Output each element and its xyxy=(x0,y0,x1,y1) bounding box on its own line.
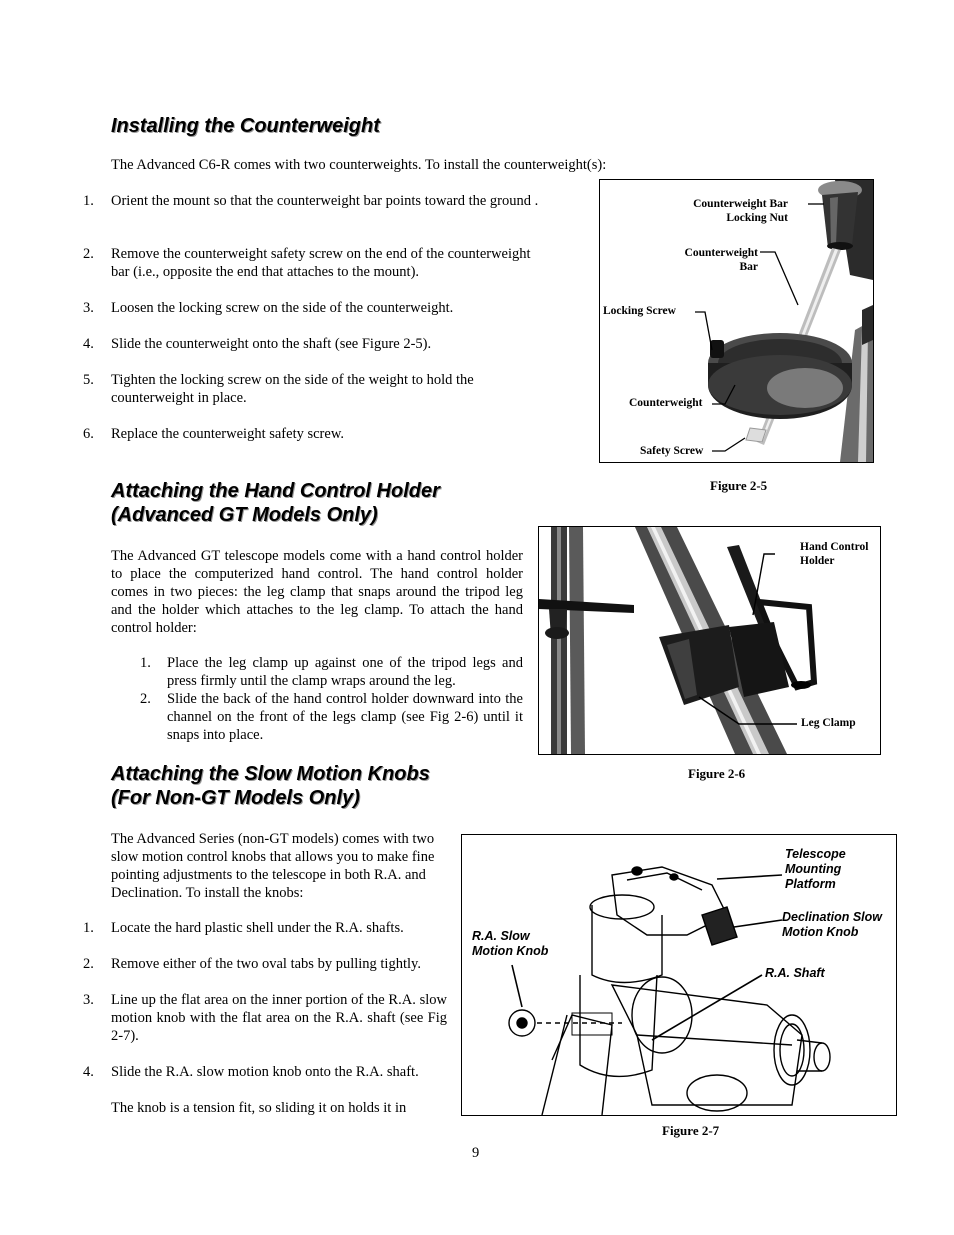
label-declination-slow-motion-knob: Declination Slow Motion Knob xyxy=(782,910,883,939)
step-text: Remove either of the two oval tabs by pulling tightly. xyxy=(111,956,421,972)
section-heading-slow-motion-knobs: Attaching the Slow Motion Knobs (For Non-GT Models Only) xyxy=(111,763,430,809)
step-number: 5. xyxy=(83,372,94,388)
figure-caption: Figure 2-7 xyxy=(662,1123,720,1138)
step-text: Orient the mount so that the counterweight bar points toward the ground . xyxy=(111,193,539,209)
figure-caption: Figure 2-5 xyxy=(710,478,768,493)
step-number: 3. xyxy=(83,300,94,316)
figure-caption: Figure 2-6 xyxy=(688,766,746,781)
page-number: 9 xyxy=(472,1145,480,1161)
step-text: Remove the counterweight safety screw on the end of the counterweight bar (i.e., opposite the end that attaches to the mount). xyxy=(111,246,531,280)
step-text: Replace the counterweight safety screw. xyxy=(111,426,344,442)
step-number: 2. xyxy=(83,956,94,972)
step-text: Loosen the locking screw on the side of the counterweight. xyxy=(111,300,454,316)
step-text: Slide the counterweight onto the shaft (see Figure 2-5). xyxy=(111,336,432,352)
step-number: 1. xyxy=(83,193,94,209)
step-text: Locate the hard plastic shell under the R.A. shafts. xyxy=(111,920,404,936)
label-telescope-mounting-platform: Telescope Mounting Platform xyxy=(785,847,846,891)
label-hand-control-holder: Hand Control Holder xyxy=(800,541,869,567)
step-number: 1. xyxy=(140,655,151,671)
step-text: Slide the back of the hand control holder downward into the channel on the front of the legs clamp (see Fig 2-6) until it snaps into place. xyxy=(167,691,523,743)
label-safety-screw: Safety Screw xyxy=(640,445,704,457)
figure-2-5-counterweight-photo xyxy=(599,179,874,463)
label-ra-slow-motion-knob: R.A. Slow Motion Knob xyxy=(472,929,549,958)
step-number: 2. xyxy=(83,246,94,262)
step-text: Tighten the locking screw on the side of the weight to hold the counterweight in place. xyxy=(111,372,474,406)
slow-motion-body: The Advanced Series (non-GT models) comes with two slow motion control knobs that allows you to make fine pointing adjustments to the telescope in both R.A. and Declination. To install the knobs: xyxy=(111,831,435,901)
step-number: 1. xyxy=(83,920,94,936)
step-number: 4. xyxy=(83,336,94,352)
step-number: 2. xyxy=(140,691,151,707)
label-counterweight-bar: Counterweight Bar xyxy=(684,247,758,273)
section-heading-counterweight: Installing the Counterweight xyxy=(111,115,380,137)
figure-2-6-hand-control-photo xyxy=(538,526,881,755)
step-text: Place the leg clamp up against one of the tripod legs and press firmly until the clamp wraps around the leg. xyxy=(167,655,523,689)
label-locking-screw: Locking Screw xyxy=(603,305,676,317)
step-number: 6. xyxy=(83,426,94,442)
slow-motion-continuation: The knob is a tension fit, so sliding it on holds it in xyxy=(111,1100,407,1116)
section-heading-hand-control-holder: Attaching the Hand Control Holder (Advanced GT Models Only) xyxy=(111,480,440,526)
label-locking-nut: Counterweight Bar Locking Nut xyxy=(693,198,788,224)
counterweight-intro: The Advanced C6-R comes with two counterweights. To install the counterweight(s): xyxy=(111,157,607,173)
figure-2-7-slow-motion-knob-drawing xyxy=(461,834,897,1116)
hand-control-body: The Advanced GT telescope models come with a hand control holder to place the computerized hand control. The hand control holder comes in two pieces: the leg clamp that snaps around the tripod leg and the holder which attaches to the leg clamp. To attach the hand control holder: xyxy=(111,548,523,636)
step-text: Line up the flat area on the inner portion of the R.A. slow motion knob with the flat area on the R.A. shaft (see Fig 2-7). xyxy=(111,992,447,1044)
step-text: Slide the R.A. slow motion knob onto the R.A. shaft. xyxy=(111,1064,419,1080)
label-ra-shaft: R.A. Shaft xyxy=(765,966,825,980)
step-number: 4. xyxy=(83,1064,94,1080)
label-counterweight: Counterweight xyxy=(629,397,703,409)
label-leg-clamp: Leg Clamp xyxy=(801,717,856,729)
step-number: 3. xyxy=(83,992,94,1008)
